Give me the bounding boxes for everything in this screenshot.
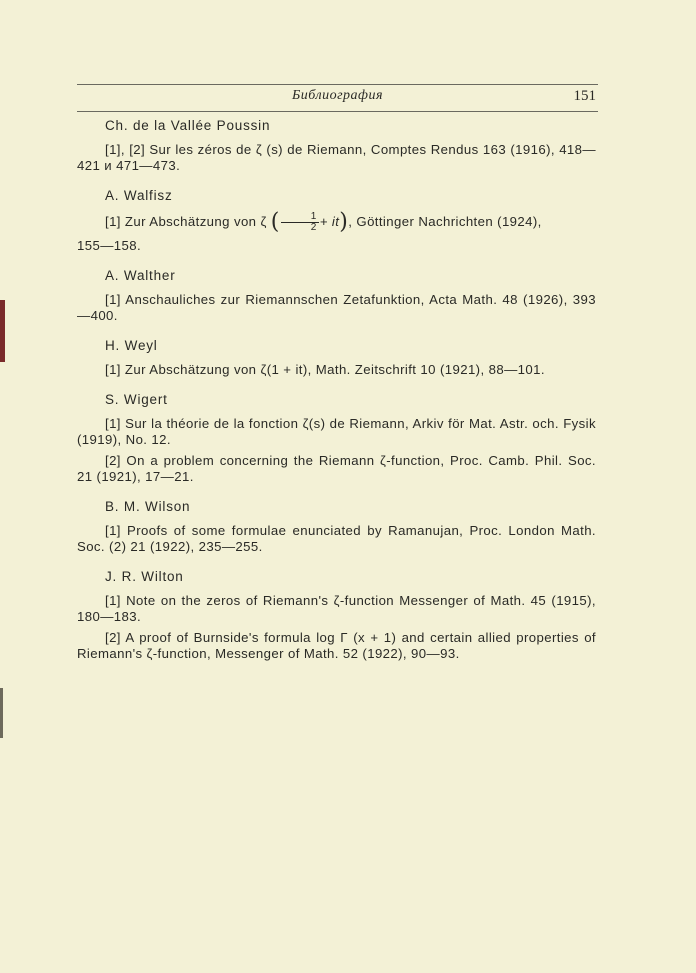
- bibliography-section: [77, 392, 596, 485]
- header-rule: [77, 84, 598, 85]
- running-title: Библиография: [292, 88, 383, 103]
- author-name: B. M. Wilson: [105, 499, 191, 514]
- reference-entry: [1] Anschauliches zur Riemannschen Zetafunktion, Acta Math. 48 (1926), 393—400.: [77, 292, 596, 323]
- binding-mark: [0, 300, 5, 362]
- bibliography-section: [77, 338, 596, 378]
- header-rule: [77, 111, 598, 112]
- reference-entry: [1] Proofs of some formulae enunciated by Ramanujan, Proc. London Math. Soc. (2) 21 (1922), 235—255.: [77, 523, 596, 554]
- reference-entry: [2] A proof of Burnside's formula log Γ (x + 1) and certain allied properties of Riemann's ζ-function, Messenger of Math. 52 (1922), 90—93.: [77, 630, 596, 661]
- bibliography-section: [77, 499, 596, 555]
- fraction-numerator: 1: [281, 212, 319, 223]
- formula-term: + it: [319, 213, 340, 229]
- fraction-denominator: 2: [310, 222, 317, 233]
- page-number: 151: [573, 88, 596, 104]
- bibliography-section: [77, 268, 596, 324]
- left-paren-symbol: (: [270, 209, 280, 235]
- fraction: [281, 212, 319, 233]
- author-name: A. Walfisz: [105, 188, 173, 203]
- reference-text: , Göttinger Nachrichten (1924),: [348, 213, 542, 229]
- bibliography-section: [77, 188, 596, 254]
- author-name: A. Walther: [105, 268, 176, 283]
- reference-entry: [1], [2] Sur les zéros de ζ (s) de Riemann, Comptes Rendus 163 (1916), 418—421 и 471—473.: [77, 142, 596, 173]
- bibliography-section: [77, 569, 596, 662]
- bibliography-list: [77, 118, 596, 676]
- page-header: [77, 88, 598, 110]
- author-name: J. R. Wilton: [105, 569, 184, 584]
- reference-entry: [1] Note on the zeros of Riemann's ζ-function Messenger of Math. 45 (1915), 180—183.: [77, 593, 596, 624]
- reference-entry: [2] On a problem concerning the Riemann ζ-function, Proc. Camb. Phil. Soc. 21 (1921), 17—21.: [77, 453, 596, 484]
- author-name: Ch. de la Vallée Poussin: [105, 118, 271, 133]
- reference-entry: [77, 209, 596, 235]
- right-paren-symbol: ): [339, 209, 349, 235]
- reference-text: [1] Zur Abschätzung von ζ: [105, 213, 267, 229]
- bibliography-section: [77, 118, 596, 174]
- author-name: H. Weyl: [105, 338, 158, 353]
- binding-mark: [0, 688, 3, 738]
- reference-entry-continuation: 155—158.: [77, 238, 142, 253]
- reference-entry: [1] Sur la théorie de la fonction ζ(s) de Riemann, Arkiv för Mat. Astr. och. Fysik (1919), No. 12.: [77, 416, 596, 447]
- reference-entry: [1] Zur Abschätzung von ζ(1 + it), Math. Zeitschrift 10 (1921), 88—101.: [105, 362, 545, 377]
- author-name: S. Wigert: [105, 392, 168, 407]
